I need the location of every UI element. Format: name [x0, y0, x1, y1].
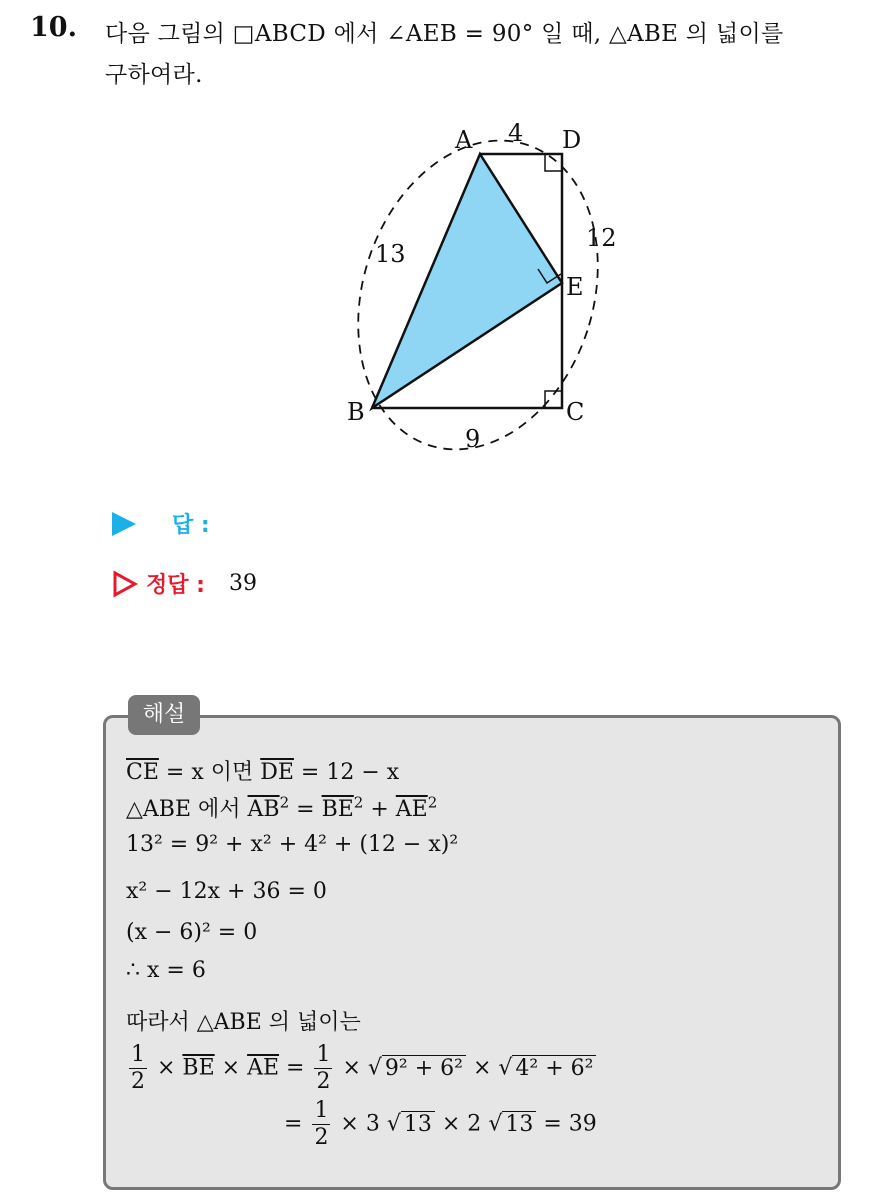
- question-line-1: 다음 그림의 □ABCD 에서 ∠AEB = 90° 일 때, △ABE 의 넓이를: [105, 21, 784, 47]
- text: ×: [335, 1055, 368, 1081]
- correct-answer-row: [112, 568, 257, 599]
- solution-line-1: [126, 755, 399, 786]
- solution-line-9: = $\frac{1}{2}$ × 3 √ 13 × 2 √ 13 = 39: [284, 1098, 597, 1150]
- text: = 39: [536, 1111, 597, 1137]
- sqrt-radicand: 4² + 6²: [512, 1055, 596, 1081]
- seg-ce: $\overline{CE}$: [126, 760, 159, 785]
- solution-line-3: 13² = 9² + x² + 4² + (12 − x)²: [126, 832, 459, 857]
- fraction: [314, 1042, 332, 1095]
- numerator: 1: [314, 1098, 329, 1123]
- answer-row: [112, 508, 210, 539]
- solution-line-8: $\frac{1}{2}$ × $\overline{BE} \times \overline{AE}$ = $\frac{1}{2}$ × √ 9² + 6² × √ 4² + 6²: [126, 1042, 596, 1095]
- text: = x 이면: [158, 760, 261, 785]
- seg-ae: $\overline{AE}$: [247, 1055, 280, 1081]
- label-b: B: [347, 398, 365, 426]
- solution-line-6: ∴ x = 6: [126, 958, 206, 983]
- solution-line-4: x² − 12x + 36 = 0: [126, 879, 327, 904]
- fraction: [129, 1042, 147, 1095]
- correct-answer-value: 39: [228, 571, 257, 596]
- seg-ab: $\overline{AB}$: [247, 797, 280, 822]
- right-angle-d: [545, 154, 562, 171]
- text: × 3: [333, 1111, 387, 1137]
- seg-be: $\overline{BE}$: [182, 1055, 215, 1081]
- numerator: 1: [131, 1042, 145, 1067]
- text: =: [284, 1111, 310, 1137]
- text: +: [363, 797, 396, 822]
- sqrt-radicand: 9² + 6²: [382, 1055, 466, 1081]
- solution-line-2: [126, 792, 437, 823]
- play-triangle-icon: [112, 512, 136, 536]
- text: =: [289, 797, 322, 822]
- denominator: 2: [314, 1125, 329, 1150]
- label-e: E: [566, 273, 584, 301]
- seg-de: $\overline{DE}$: [260, 760, 294, 785]
- sup: 2: [427, 793, 438, 812]
- length-dc: 12: [586, 224, 617, 252]
- sqrt-radicand: 13: [401, 1111, 435, 1137]
- question-line-2: 구하여라.: [105, 62, 203, 88]
- solution-line-5: (x − 6)² = 0: [126, 920, 258, 945]
- sqrt-radicand: 13: [502, 1111, 536, 1137]
- label-a: A: [455, 126, 473, 154]
- sup: 2: [279, 793, 290, 812]
- answer-label: 답 :: [172, 513, 210, 538]
- label-c: C: [566, 398, 585, 426]
- outline-triangle-icon: [112, 570, 138, 598]
- length-bc: 9: [465, 425, 481, 453]
- text: =: [279, 1055, 312, 1081]
- solution-line-7: 따라서 △ABE 의 넓이는: [126, 1010, 361, 1035]
- length-ab: 13: [375, 240, 406, 268]
- solution-tab: 해설: [128, 695, 200, 735]
- denominator: 2: [131, 1069, 145, 1094]
- question-number: 10.: [30, 12, 77, 43]
- fraction: [312, 1098, 330, 1151]
- seg-be: $\overline{BE}$: [321, 797, 354, 822]
- text: = 12 − x: [293, 760, 400, 785]
- text: △ABE 에서: [126, 797, 248, 822]
- geometry-figure: [0, 0, 884, 480]
- numerator: 1: [316, 1042, 331, 1067]
- sup: 2: [353, 793, 364, 812]
- text: ×: [150, 1055, 183, 1081]
- label-d: D: [562, 126, 582, 154]
- text: × 2: [434, 1111, 489, 1137]
- text: ×: [465, 1055, 499, 1081]
- denominator: 2: [316, 1069, 331, 1094]
- text: ×: [214, 1055, 248, 1081]
- triangle-abe: [372, 154, 562, 408]
- seg-ae: $\overline{AE}$: [395, 797, 428, 822]
- length-ad: 4: [508, 119, 524, 147]
- correct-answer-label: 정답 :: [146, 573, 205, 598]
